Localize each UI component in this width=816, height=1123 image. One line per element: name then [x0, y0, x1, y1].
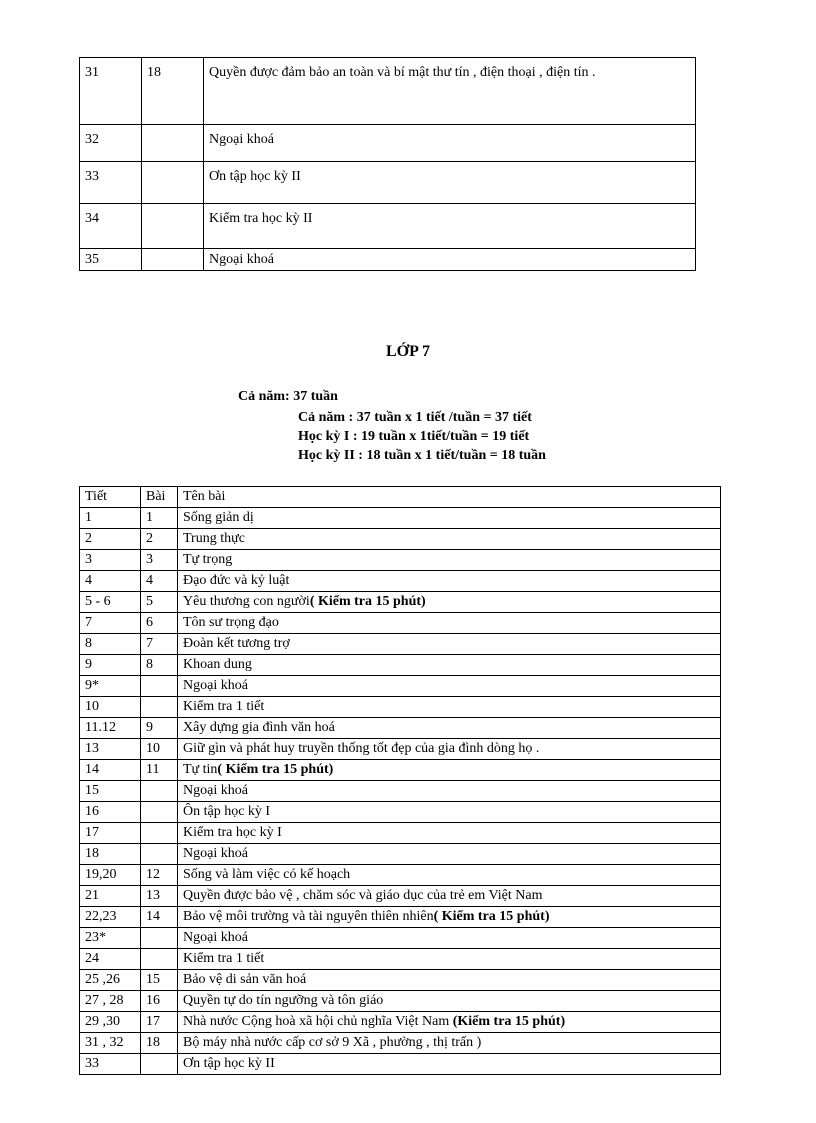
- lesson-number-cell: 8: [141, 655, 178, 676]
- lesson-title: Kiểm tra 1 tiết: [183, 699, 265, 714]
- table-row: [80, 508, 721, 529]
- period-cell: 16: [80, 802, 141, 823]
- table-row: [80, 613, 721, 634]
- period-cell: 9*: [80, 676, 141, 697]
- table-row: [80, 844, 721, 865]
- lesson-number-cell: [141, 1054, 178, 1075]
- table-row: [80, 162, 696, 204]
- lesson-title-cell: [178, 949, 721, 970]
- lesson-title-cell: [178, 1054, 721, 1075]
- period-cell: 19,20: [80, 865, 141, 886]
- lesson-number-cell: 12: [141, 865, 178, 886]
- lesson-number-cell: 18: [141, 1033, 178, 1054]
- lesson-title-cell: [178, 865, 721, 886]
- lesson-title-cell: [178, 823, 721, 844]
- lesson-number-cell: [141, 928, 178, 949]
- table-row: [80, 907, 721, 928]
- table-row: [80, 760, 721, 781]
- period-cell: 2: [80, 529, 141, 550]
- lesson-number-cell: 18: [142, 58, 204, 125]
- table-row: [80, 592, 721, 613]
- table-row: [80, 697, 721, 718]
- lesson-title: Ngoại khoá: [183, 678, 248, 693]
- table-row: [80, 125, 696, 162]
- lesson-number-cell: [141, 949, 178, 970]
- table-row: [80, 550, 721, 571]
- lesson-title: Bảo vệ môi trường và tài nguyên thiên nhiên: [183, 909, 434, 924]
- lesson-number-cell: 11: [141, 760, 178, 781]
- lesson-number-cell: [141, 781, 178, 802]
- lesson-title: Ôn tập học kỳ I: [183, 804, 271, 819]
- period-cell: 27 , 28: [80, 991, 141, 1012]
- lesson-title-cell: [178, 970, 721, 991]
- lesson-title-cell: [178, 844, 721, 865]
- lesson-number-cell: [141, 802, 178, 823]
- header-period: Tiết: [80, 487, 141, 508]
- table-row: [80, 781, 721, 802]
- lesson-title: Khoan dung: [183, 657, 252, 672]
- lesson-title-cell: [178, 739, 721, 760]
- period-cell: 31 , 32: [80, 1033, 141, 1054]
- period-cell: 24: [80, 949, 141, 970]
- lesson-number-cell: [142, 249, 204, 271]
- table-row: [80, 676, 721, 697]
- period-cell: 11.12: [80, 718, 141, 739]
- lesson-title: Bộ máy nhà nước cấp cơ sở 9 Xã , phường , thị trấn ): [183, 1035, 482, 1050]
- lesson-number-cell: 15: [141, 970, 178, 991]
- lesson-title-cell: [178, 571, 721, 592]
- lesson-number-cell: 1: [141, 508, 178, 529]
- lesson-title: Quyền tự do tín ngưỡng và tôn giáo: [183, 993, 384, 1008]
- page-title: LỚP 7: [385, 343, 430, 360]
- table-row: [80, 529, 721, 550]
- lesson-number-cell: 7: [141, 634, 178, 655]
- test-note: ( Kiểm tra 15 phút): [309, 594, 426, 609]
- table-row: [80, 571, 721, 592]
- lesson-number-cell: 2: [141, 529, 178, 550]
- lesson-title-cell: Ngoại khoá: [204, 125, 696, 162]
- lesson-number-cell: [142, 204, 204, 249]
- lesson-title-cell: [178, 760, 721, 781]
- lesson-number-cell: [141, 676, 178, 697]
- lesson-title: Ngoại khoá: [183, 846, 248, 861]
- period-cell: 14: [80, 760, 141, 781]
- lesson-title: Xây dựng gia đình văn hoá: [183, 720, 335, 735]
- period-cell: 10: [80, 697, 141, 718]
- lesson-title: Đoàn kết tương trợ: [183, 636, 290, 651]
- period-cell: 8: [80, 634, 141, 655]
- table-row: [80, 204, 696, 249]
- lesson-title: Sống giản dị: [183, 510, 254, 525]
- lesson-title-cell: [178, 991, 721, 1012]
- table-row: [80, 865, 721, 886]
- lesson-title-cell: [178, 718, 721, 739]
- lesson-number-cell: [141, 823, 178, 844]
- table-row: [80, 249, 696, 271]
- lesson-title: Ơn tập học kỳ II: [183, 1056, 275, 1071]
- period-cell: 18: [80, 844, 141, 865]
- lesson-title-cell: Ơn tập học kỳ II: [204, 162, 696, 204]
- period-cell: 3: [80, 550, 141, 571]
- period-cell: 1: [80, 508, 141, 529]
- table-row: [80, 718, 721, 739]
- lesson-number-cell: [142, 125, 204, 162]
- test-note: ( Kiểm tra 15 phút): [217, 762, 334, 777]
- lesson-title-cell: Kiểm tra học kỳ II: [204, 204, 696, 249]
- lesson-title-cell: [178, 529, 721, 550]
- summary-line-total: Cả năm : 37 tuần x 1 tiết /tuần = 37 tiết: [298, 410, 532, 425]
- lesson-title: Kiểm tra học kỳ I: [183, 825, 282, 840]
- lesson-number-cell: 16: [141, 991, 178, 1012]
- table-row: [80, 886, 721, 907]
- lesson-title-cell: Quyền được đảm bảo an toàn và bí mật thư tín , điện thoại , điện tín .: [204, 58, 696, 125]
- table-header-row: [80, 487, 721, 508]
- lesson-number-cell: [141, 844, 178, 865]
- lesson-title-cell: [178, 508, 721, 529]
- period-cell: 35: [80, 249, 142, 271]
- lesson-number-cell: 17: [141, 1012, 178, 1033]
- lesson-title-cell: [178, 550, 721, 571]
- lesson-title-cell: [178, 613, 721, 634]
- lesson-number-cell: 4: [141, 571, 178, 592]
- lesson-title-cell: [178, 907, 721, 928]
- test-note: (Kiểm tra 15 phút): [452, 1014, 566, 1029]
- summary-line-semester2: Học kỳ II : 18 tuần x 1 tiết/tuần = 18 tuần: [298, 448, 546, 463]
- period-cell: 9: [80, 655, 141, 676]
- period-cell: 7: [80, 613, 141, 634]
- table-row: [80, 739, 721, 760]
- lesson-number-cell: [141, 697, 178, 718]
- lesson-title: Sống và làm việc có kế hoạch: [183, 867, 351, 882]
- table-row: [80, 823, 721, 844]
- lesson-title: Yêu thương con người: [183, 594, 310, 609]
- lesson-number-cell: 13: [141, 886, 178, 907]
- lesson-title-cell: [178, 1012, 721, 1033]
- lesson-number-cell: 10: [141, 739, 178, 760]
- summary-line-year: Cả năm: 37 tuần: [238, 389, 338, 404]
- lesson-title: Bảo vệ di sản văn hoá: [183, 972, 307, 987]
- lesson-title: Giữ gìn và phát huy truyền thống tốt đẹp của gia đình dòng họ .: [183, 741, 540, 756]
- period-cell: 5 - 6: [80, 592, 141, 613]
- period-cell: 17: [80, 823, 141, 844]
- lesson-title-cell: [178, 1033, 721, 1054]
- lesson-number-cell: [142, 162, 204, 204]
- table-row: [80, 802, 721, 823]
- lesson-title-cell: [178, 592, 721, 613]
- lesson-title: Ngoại khoá: [183, 783, 248, 798]
- period-cell: 32: [80, 125, 142, 162]
- lesson-title-cell: [178, 781, 721, 802]
- period-cell: 21: [80, 886, 141, 907]
- lesson-table-grade7: [79, 486, 721, 1075]
- lesson-title: Trung thực: [183, 531, 245, 546]
- lesson-title: Ngoại khoá: [183, 930, 248, 945]
- period-cell: 22,23: [80, 907, 141, 928]
- lesson-title: Tự trọng: [183, 552, 233, 567]
- table-row: [80, 1012, 721, 1033]
- table-row: [80, 634, 721, 655]
- period-cell: 25 ,26: [80, 970, 141, 991]
- period-cell: 23*: [80, 928, 141, 949]
- period-cell: 4: [80, 571, 141, 592]
- lesson-title-cell: Ngoại khoá: [204, 249, 696, 271]
- period-cell: 15: [80, 781, 141, 802]
- lesson-title-cell: [178, 697, 721, 718]
- table-row: [80, 928, 721, 949]
- lesson-number-cell: 6: [141, 613, 178, 634]
- period-cell: 33: [80, 1054, 141, 1075]
- period-cell: 34: [80, 204, 142, 249]
- lesson-title-cell: [178, 655, 721, 676]
- lesson-title-cell: [178, 928, 721, 949]
- lesson-number-cell: 3: [141, 550, 178, 571]
- table-row: [80, 991, 721, 1012]
- lesson-title-cell: [178, 634, 721, 655]
- table-row: [80, 949, 721, 970]
- test-note: ( Kiểm tra 15 phút): [433, 909, 550, 924]
- lesson-title-cell: [178, 676, 721, 697]
- lesson-table-continued: [79, 57, 696, 271]
- lesson-number-cell: 14: [141, 907, 178, 928]
- period-cell: 13: [80, 739, 141, 760]
- lesson-title-cell: [178, 802, 721, 823]
- summary-line-semester1: Học kỳ I : 19 tuần x 1tiết/tuần = 19 tiết: [298, 429, 530, 444]
- lesson-title: Tôn sư trọng đạo: [183, 615, 279, 630]
- header-lesson: Bài: [141, 487, 178, 508]
- table-row: [80, 655, 721, 676]
- lesson-title: Tự tin: [183, 762, 218, 777]
- lesson-title: Nhà nước Cộng hoà xã hội chủ nghĩa Việt Nam: [183, 1014, 453, 1029]
- header-title: Tên bài: [178, 487, 721, 508]
- lesson-title: Đạo đức và kỷ luật: [183, 573, 290, 588]
- lesson-title: Quyền được bảo vệ , chăm sóc và giáo dục của trẻ em Việt Nam: [183, 888, 543, 903]
- period-cell: 29 ,30: [80, 1012, 141, 1033]
- period-cell: 33: [80, 162, 142, 204]
- lesson-number-cell: 5: [141, 592, 178, 613]
- lesson-title-cell: [178, 886, 721, 907]
- period-cell: 31: [80, 58, 142, 125]
- lesson-number-cell: 9: [141, 718, 178, 739]
- table-row: [80, 1054, 721, 1075]
- table-row: [80, 970, 721, 991]
- table-row: [80, 1033, 721, 1054]
- table-row: [80, 58, 696, 125]
- lesson-title: Kiểm tra 1 tiết: [183, 951, 265, 966]
